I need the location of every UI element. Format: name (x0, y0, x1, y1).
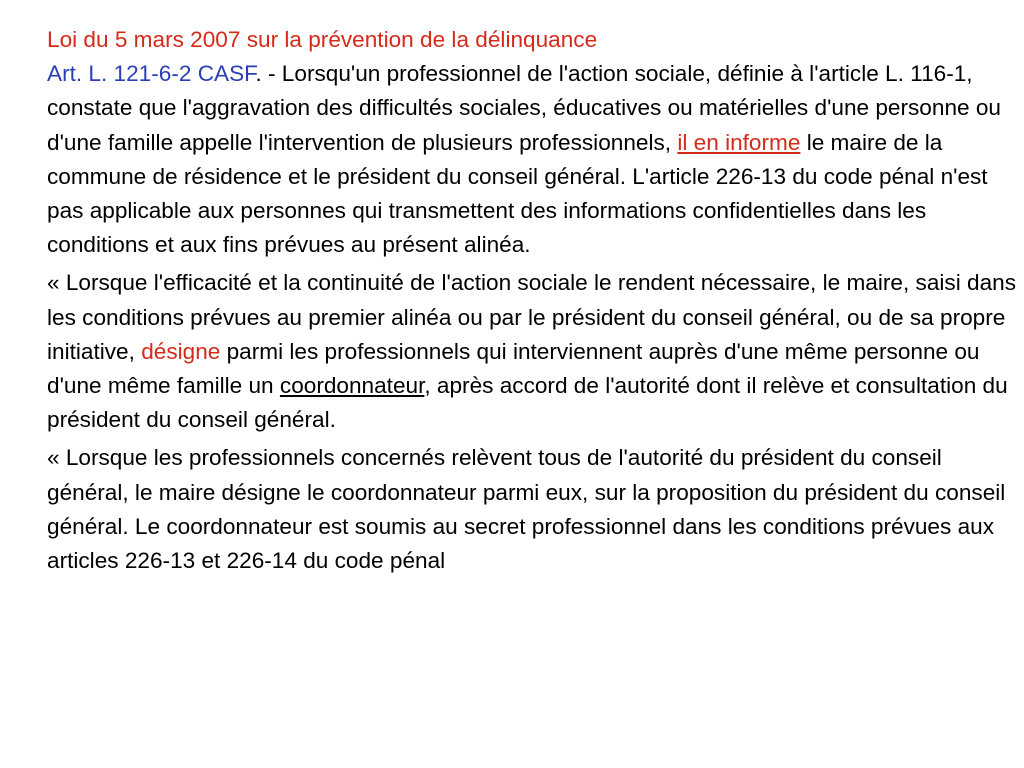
slide-title: Loi du 5 mars 2007 sur la prévention de la délinquance (47, 27, 598, 52)
slide-content (47, 23, 1017, 578)
highlight-designe: désigne (141, 338, 221, 364)
paragraph1-text-b: le maire de la commune de résidence et le président du conseil général. L'article 226-13 du code pénal n'est pas applicable aux personnes qui transmettent des informations confidentielles dans les conditions et aux fins prévues au présent alinéa. (47, 129, 988, 258)
paragraph1-text-a: . - Lorsqu'un professionnel de l'action sociale, définie à l'article L. 116-1, constate que l'aggravation des difficultés sociales, éducatives ou matérielles d'une personne ou d'une famille appelle l'intervention de plusieurs professionnels, (47, 61, 1001, 155)
paragraph-coordonnateur (47, 266, 1017, 437)
paragraph2-text-c: , après accord de l'autorité dont il relève et consultation du président du conseil général. (47, 373, 1008, 433)
article-reference: Art. L. 121-6-2 CASF (47, 61, 256, 87)
paragraph2-text-b: parmi les professionnels qui interviennent auprès d'une même personne ou d'une même famille un (47, 338, 980, 399)
paragraph-secret-professionnel: « Lorsque les professionnels concernés relèvent tous de l'autorité du président du conseil général, le maire désigne le coordonnateur parmi eux, sur la proposition du président du conseil général. Le coordonnateur est soumis au secret professionnel dans les conditions prévues aux articles 226-13 et 226-14 du code pénal (47, 445, 1006, 574)
paragraph-article (47, 57, 1017, 262)
paragraph2-text-a: « Lorsque l'efficacité et la continuité de l'action sociale le rendent nécessaire, le maire, saisi dans les conditions prévues au premier alinéa ou par le président du conseil général, ou de sa propre initiative, (47, 270, 1016, 364)
highlight-il-en-informe: il en informe (677, 129, 801, 155)
underlined-coordonnateur: coordonnateur (279, 373, 425, 399)
